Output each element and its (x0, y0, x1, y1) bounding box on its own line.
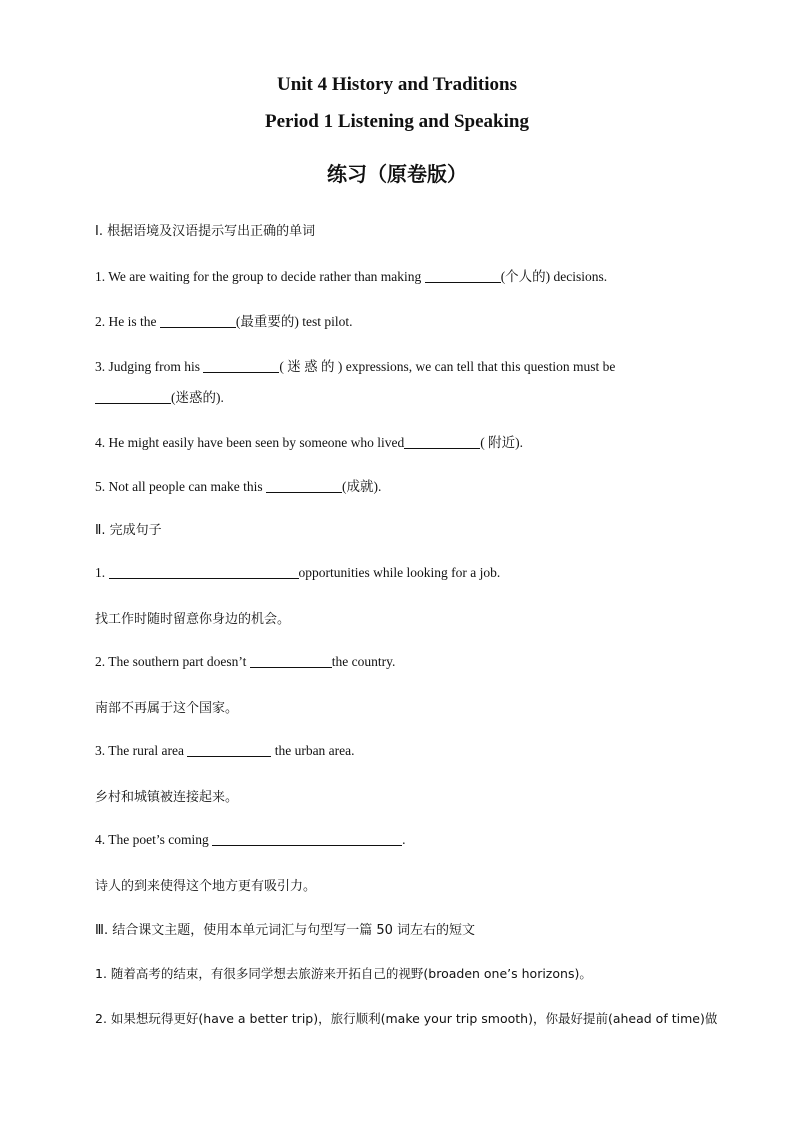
section3-item-2: 2. 如果想玩得更好(have a better trip)，旅行顺利(make your trip smooth)，你最好提前(ahead of time)做 (95, 1011, 718, 1026)
section3-heading: Ⅲ. 结合课文主题，使用本单元词汇与句型写一篇 50 词左右的短文 (95, 923, 476, 938)
section2-question-4-translation: 诗人的到来使得这个地方更有吸引力。 (95, 879, 317, 894)
answer-blank[interactable] (160, 313, 236, 328)
section1-question-3 (95, 355, 701, 375)
question-text: 3. Judging from his (95, 359, 204, 374)
section2-heading: Ⅱ. 完成句子 (95, 523, 162, 538)
answer-blank[interactable] (203, 358, 279, 373)
section2-question-3-translation: 乡村和城镇被连接起来。 (95, 790, 239, 805)
exercise-title: 练习（原卷版） (327, 162, 467, 186)
question-hint: (最重要的) test pilot. (235, 314, 353, 329)
answer-blank[interactable] (109, 564, 299, 579)
answer-blank[interactable] (250, 653, 332, 668)
question-text: 4. He might easily have been seen by someone who lived (95, 435, 405, 450)
section1-question-1 (95, 265, 701, 285)
section3-item-1: 1. 随着高考的结束，有很多同学想去旅游来开拓自己的视野(broaden one’s horizons)。 (95, 966, 592, 981)
question-text: the urban area. (271, 743, 355, 758)
period-title: Period 1 Listening and Speaking (265, 111, 529, 132)
answer-blank[interactable] (404, 434, 480, 449)
question-hint: ( 附近). (480, 435, 524, 450)
question-text: 1. We are waiting for the group to decide rather than making (95, 269, 425, 284)
section2-question-2-translation: 南部不再属于这个国家。 (95, 701, 239, 716)
unit-title: Unit 4 History and Traditions (276, 74, 517, 95)
question-text: 1. (95, 565, 109, 580)
question-hint: (个人的) decisions. (500, 269, 608, 284)
answer-blank[interactable] (212, 831, 402, 846)
question-text: 3. The rural area (95, 743, 188, 758)
question-text: 2. He is the (95, 314, 160, 329)
question-text: the country. (331, 654, 396, 669)
question-hint: (迷惑的). (171, 390, 224, 405)
section1-question-2 (95, 310, 701, 330)
section1-question-4 (95, 431, 701, 451)
section1-heading: Ⅰ. 根据语境及汉语提示写出正确的单词 (95, 224, 316, 239)
answer-blank[interactable] (425, 268, 501, 283)
question-hint: (成就). (341, 479, 382, 494)
answer-blank[interactable] (187, 742, 271, 757)
section2-question-4 (95, 831, 701, 848)
question-text: opportunities while looking for a job. (298, 565, 501, 580)
section1-question-5 (95, 475, 701, 495)
section2-question-1-translation: 找工作时随时留意你身边的机会。 (95, 612, 291, 627)
section2-question-3 (95, 742, 701, 759)
question-text: . (402, 832, 406, 847)
answer-blank[interactable] (95, 389, 171, 404)
question-text: ( 迷 惑 的 ) expressions, we can tell that this question must be (279, 359, 616, 374)
section2-question-1 (95, 564, 701, 581)
answer-blank[interactable] (266, 478, 342, 493)
question-text: 4. The poet’s coming (95, 832, 213, 847)
section2-question-2 (95, 653, 701, 670)
question-text: 5. Not all people can make this (95, 479, 266, 494)
section1-question-3-cont (95, 386, 701, 406)
question-text: 2. The southern part doesn’t (95, 654, 250, 669)
